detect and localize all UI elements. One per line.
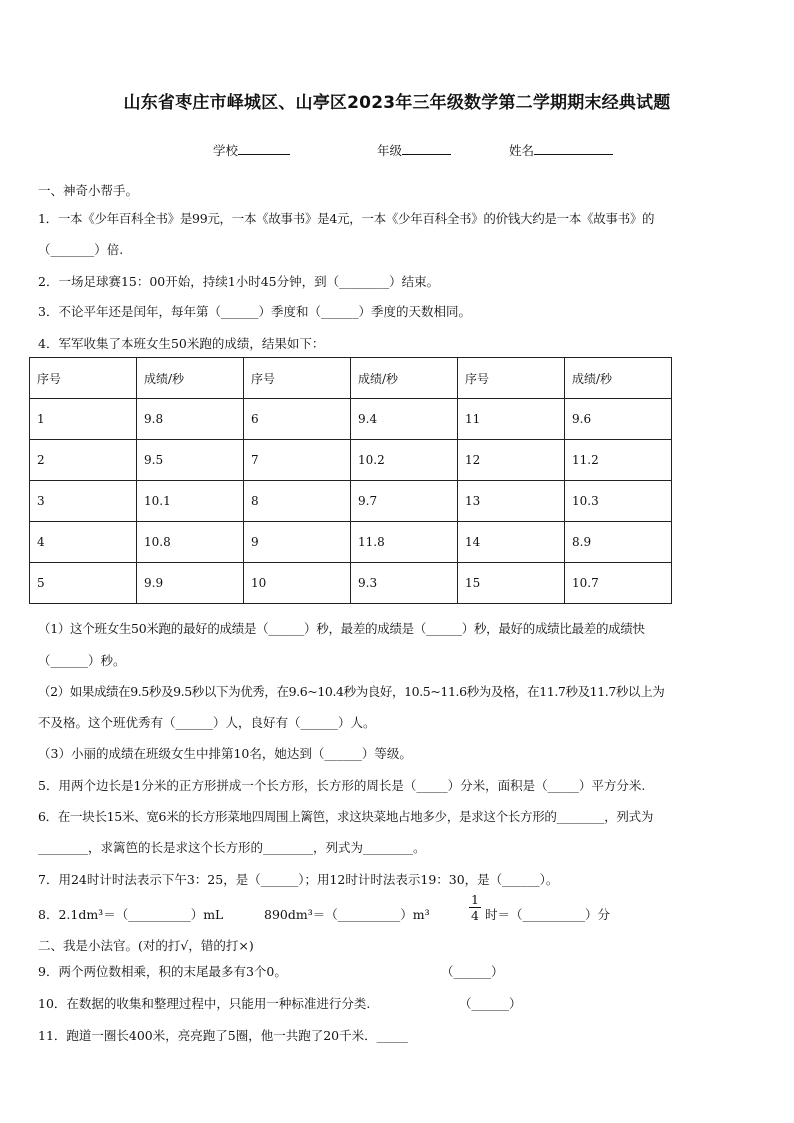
table-cell: 3 <box>30 481 137 522</box>
scores-table <box>29 357 672 604</box>
question-10-blank[interactable]: （______） <box>459 996 522 1011</box>
question-11: 11．跑道一圈长400米，亮亮跑了5圈，他一共跑了20千米．_____ <box>38 1028 408 1043</box>
subquestion-2-line-2: 不及格。这个班优秀有（______）人，良好有（______）人。 <box>38 715 376 730</box>
table-cell: 4 <box>30 522 137 563</box>
school-field <box>213 141 290 159</box>
section-2-heading: 二、我是小法官。(对的打√，错的打×) <box>38 938 254 953</box>
table-cell: 11.2 <box>565 440 672 481</box>
grade-field <box>377 141 451 159</box>
table-cell: 11.8 <box>351 522 458 563</box>
question-6-line-1: 6．在一块长15米、宽6米的长方形菜地四周围上篱笆，求这块菜地占地多少，是求这个长方形的________，列式为 <box>38 809 654 824</box>
question-4: 4．军军收集了本班女生50米跑的成绩，结果如下： <box>38 336 325 351</box>
table-cell: 8.9 <box>565 522 672 563</box>
subquestion-1-line-2: （______）秒。 <box>38 653 126 668</box>
table-cell: 2 <box>30 440 137 481</box>
table-cell: 9.8 <box>137 399 244 440</box>
table-cell: 9.7 <box>351 481 458 522</box>
table-cell: 11 <box>458 399 565 440</box>
subquestion-3: （3）小丽的成绩在班级女生中排第10名，她达到（______）等级。 <box>38 746 412 761</box>
question-1-line-2: （_______）倍. <box>38 242 124 257</box>
question-10: 10．在数据的收集和整理过程中，只能用一种标准进行分类. <box>38 996 371 1011</box>
name-field <box>509 141 613 159</box>
question-3: 3．不论平年还是闰年，每年第（______）季度和（______）季度的天数相同。 <box>38 304 471 319</box>
table-cell: 10.7 <box>565 563 672 604</box>
table-row <box>30 399 672 440</box>
question-2: 2．一场足球赛15：00开始，持续1小时45分钟，到（________）结束。 <box>38 274 440 289</box>
table-cell: 7 <box>244 440 351 481</box>
subquestion-2-line-1: （2）如果成绩在9.5秒及9.5秒以下为优秀，在9.6~10.4秒为良好，10.5~11.6秒为及格，在11.7秒及11.7秒以上为 <box>38 684 665 699</box>
question-7: 7．用24时计时法表示下午3：25，是（______）；用12时计时法表示19：30，是（______）。 <box>38 872 559 887</box>
table-header-cell: 成绩/秒 <box>137 358 244 399</box>
table-cell: 8 <box>244 481 351 522</box>
question-9-blank[interactable]: （______） <box>441 964 504 979</box>
table-cell: 10 <box>244 563 351 604</box>
school-label: 学校 <box>213 143 239 158</box>
name-blank[interactable] <box>534 142 613 155</box>
table-row <box>30 440 672 481</box>
table-cell: 9.5 <box>137 440 244 481</box>
name-label: 姓名 <box>509 143 535 158</box>
table-cell: 9.4 <box>351 399 458 440</box>
table-header-cell: 序号 <box>30 358 137 399</box>
section-1-heading: 一、神奇小帮手。 <box>38 183 139 198</box>
table-cell: 10.8 <box>137 522 244 563</box>
table-cell: 9 <box>244 522 351 563</box>
question-8-part-3: 时＝（__________）分 <box>485 907 611 922</box>
table-cell: 13 <box>458 481 565 522</box>
table-header-row <box>30 358 672 399</box>
question-8-part-1: 8．2.1dm³＝（__________）mL <box>38 907 224 922</box>
grade-label: 年级 <box>377 143 403 158</box>
question-5: 5．用两个边长是1分米的正方形拼成一个长方形，长方形的周长是（_____）分米，面积是（_____）平方分米. <box>38 778 646 793</box>
table-cell: 9.3 <box>351 563 458 604</box>
question-8-part-2: 890dm³＝（__________）m³ <box>264 907 430 922</box>
page-title: 山东省枣庄市峄城区、山亭区2023年三年级数学第二学期期末经典试题 <box>123 93 671 113</box>
table-cell: 12 <box>458 440 565 481</box>
question-1-line-1: 1．一本《少年百科全书》是99元，一本《故事书》是4元，一本《少年百科全书》的价钱大约是一本《故事书》的 <box>38 211 655 226</box>
table-cell: 15 <box>458 563 565 604</box>
table-header-cell: 成绩/秒 <box>565 358 672 399</box>
fraction-numerator: 1 <box>469 892 481 908</box>
table-cell: 9.6 <box>565 399 672 440</box>
question-9: 9．两个两位数相乘，积的末尾最多有3个0。 <box>38 964 287 979</box>
table-row <box>30 481 672 522</box>
fraction-denominator: 4 <box>471 908 479 923</box>
table-cell: 10.2 <box>351 440 458 481</box>
fraction-one-quarter <box>469 892 481 923</box>
table-cell: 1 <box>30 399 137 440</box>
table-row <box>30 563 672 604</box>
grade-blank[interactable] <box>402 142 451 155</box>
table-cell: 9.9 <box>137 563 244 604</box>
table-header-cell: 序号 <box>458 358 565 399</box>
table-header-cell: 成绩/秒 <box>351 358 458 399</box>
question-6-line-2: ________，求篱笆的长是求这个长方形的________，列式为________。 <box>38 840 426 855</box>
table-cell: 5 <box>30 563 137 604</box>
table-cell: 10.1 <box>137 481 244 522</box>
table-cell: 10.3 <box>565 481 672 522</box>
school-blank[interactable] <box>238 142 290 155</box>
subquestion-1-line-1: （1）这个班女生50米跑的最好的成绩是（______）秒，最差的成绩是（______）秒，最好的成绩比最差的成绩快 <box>38 621 645 636</box>
table-row <box>30 522 672 563</box>
table-cell: 6 <box>244 399 351 440</box>
table-cell: 14 <box>458 522 565 563</box>
table-header-cell: 序号 <box>244 358 351 399</box>
